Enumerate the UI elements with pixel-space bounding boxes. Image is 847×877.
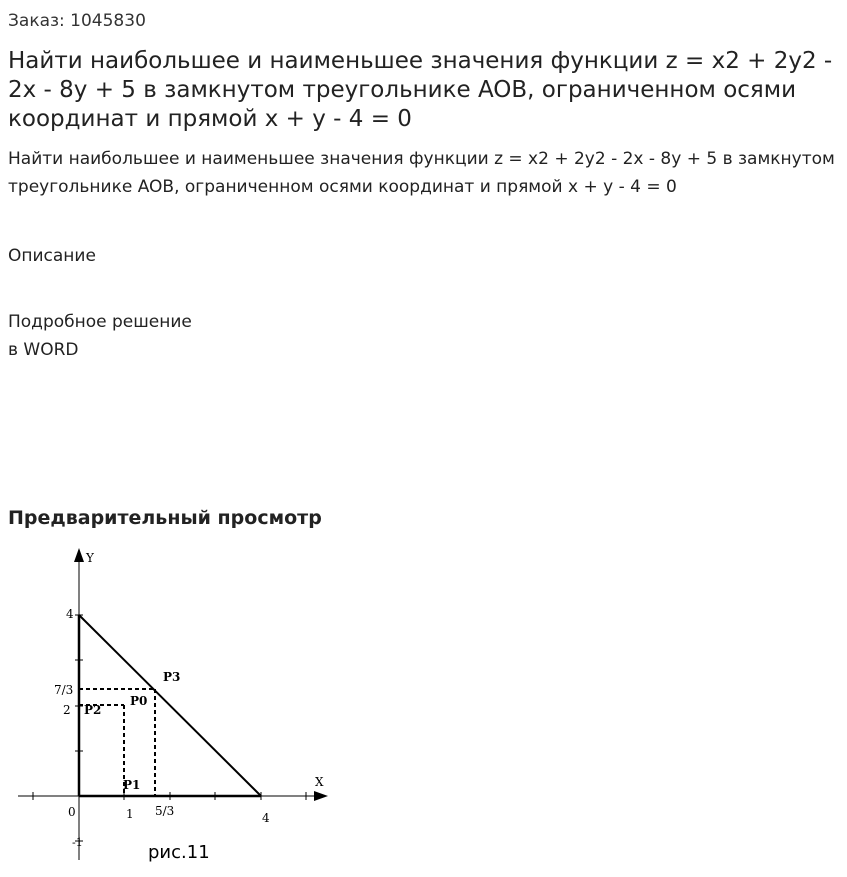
y-tick-label-2: 2 (63, 703, 71, 717)
x-tick-label-4: 4 (262, 811, 270, 825)
y-tick-label-neg1: -1 (72, 836, 83, 849)
preview-heading: Предварительный просмотр (8, 507, 322, 529)
solution-line-2: в WORD (8, 340, 79, 360)
x-axis-label: X (315, 775, 324, 789)
y-tick-label-4: 4 (66, 607, 74, 621)
triangle-hypotenuse (79, 615, 261, 796)
preview-figure (0, 540, 340, 877)
point-label-p0: P0 (130, 694, 148, 708)
x-tick-label-5-3: 5/3 (155, 804, 175, 818)
point-label-p1: P1 (123, 778, 141, 792)
solution-line-1: Подробное решение (8, 312, 192, 332)
x-axis-arrow (314, 791, 328, 801)
page-title: Найти наибольшее и наименьшее значения функции z = x2 + 2y2 - 2x - 8y + 5 в замкнутом треугольнике AOB, ограниченном осями координат и прямой x + y - 4 = 0 (8, 48, 833, 132)
x-tick-label-1: 1 (126, 807, 134, 821)
point-label-p3: P3 (163, 670, 181, 684)
description-section-label: Описание (8, 246, 96, 266)
order-number: Заказ: 1045830 (8, 11, 146, 31)
solution-note (8, 308, 192, 364)
origin-label: 0 (68, 805, 76, 819)
y-axis-label: Y (86, 551, 94, 565)
point-label-p2: P2 (84, 703, 102, 717)
figure-caption: рис.11 (148, 842, 210, 863)
triangle-diagram (0, 540, 340, 877)
task-description: Найти наибольшее и наименьшее значения функции z = x2 + 2y2 - 2x - 8y + 5 в замкнутом треугольнике AOB, ограниченном осями координат и прямой x + y - 4 = 0 (8, 149, 835, 197)
y-axis-arrow (74, 548, 84, 562)
y-tick-label-7-3: 7/3 (54, 683, 74, 697)
